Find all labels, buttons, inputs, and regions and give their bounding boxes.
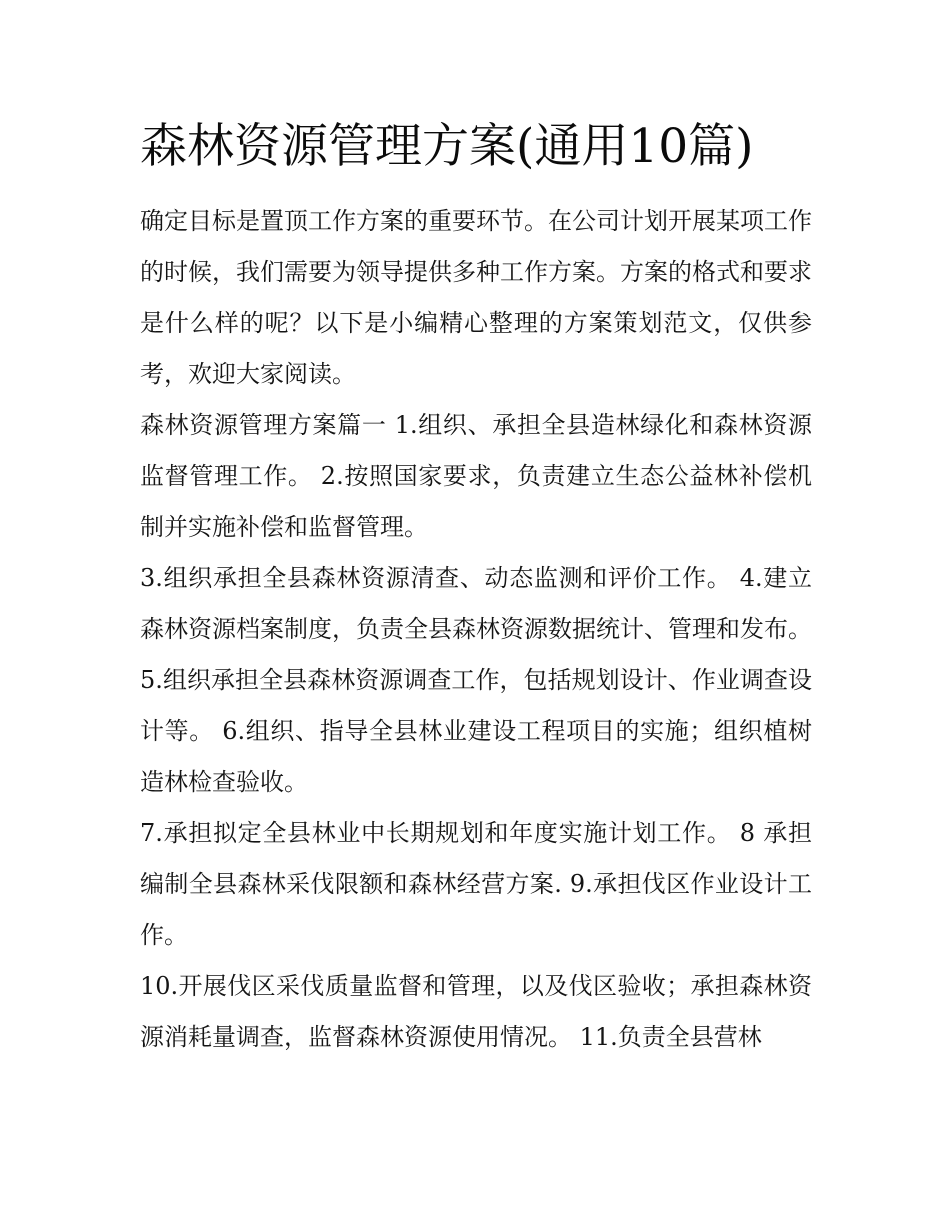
paragraph-item-3-4: 3.组织承担全县森林资源清查、动态监测和评价工作。 4.建立森林资源档案制度，负责全县森林资源数据统计、管理和发布。: [140, 564, 812, 643]
document-title: 森林资源管理方案(通用10篇): [140, 119, 754, 174]
paragraph-list: [140, 196, 812, 1063]
paragraph-item-5-6: 5.组织承担全县森林资源调查工作，包括规划设计、作业调查设计等。 6.组织、指导全县林业建设工程项目的实施；组织植树造林检查验收。: [140, 666, 812, 796]
paragraph-item-1-2: 森林资源管理方案篇一 1.组织、承担全县造林绿化和森林资源监督管理工作。 2.按照国家要求，负责建立生态公益林补偿机制并实施补偿和监督管理。: [140, 411, 812, 541]
paragraph-item-10-11: 10.开展伐区采伐质量监督和管理，以及伐区验收；承担森林资源消耗量调查，监督森林资源使用情况。 11.负责全县营林: [140, 972, 812, 1051]
paragraph-intro: 确定目标是置顶工作方案的重要环节。在公司计划开展某项工作的时候，我们需要为领导提供多种工作方案。方案的格式和要求是什么样的呢？以下是小编精心整理的方案策划范文，仅供参考，欢迎大家阅读。: [140, 207, 812, 388]
paragraph-item-7-9: 7.承担拟定全县林业中长期规划和年度实施计划工作。 8 承担编制全县森林采伐限额和森林经营方案. 9.承担伐区作业设计工作。: [140, 819, 812, 949]
document-body: [140, 112, 812, 1063]
